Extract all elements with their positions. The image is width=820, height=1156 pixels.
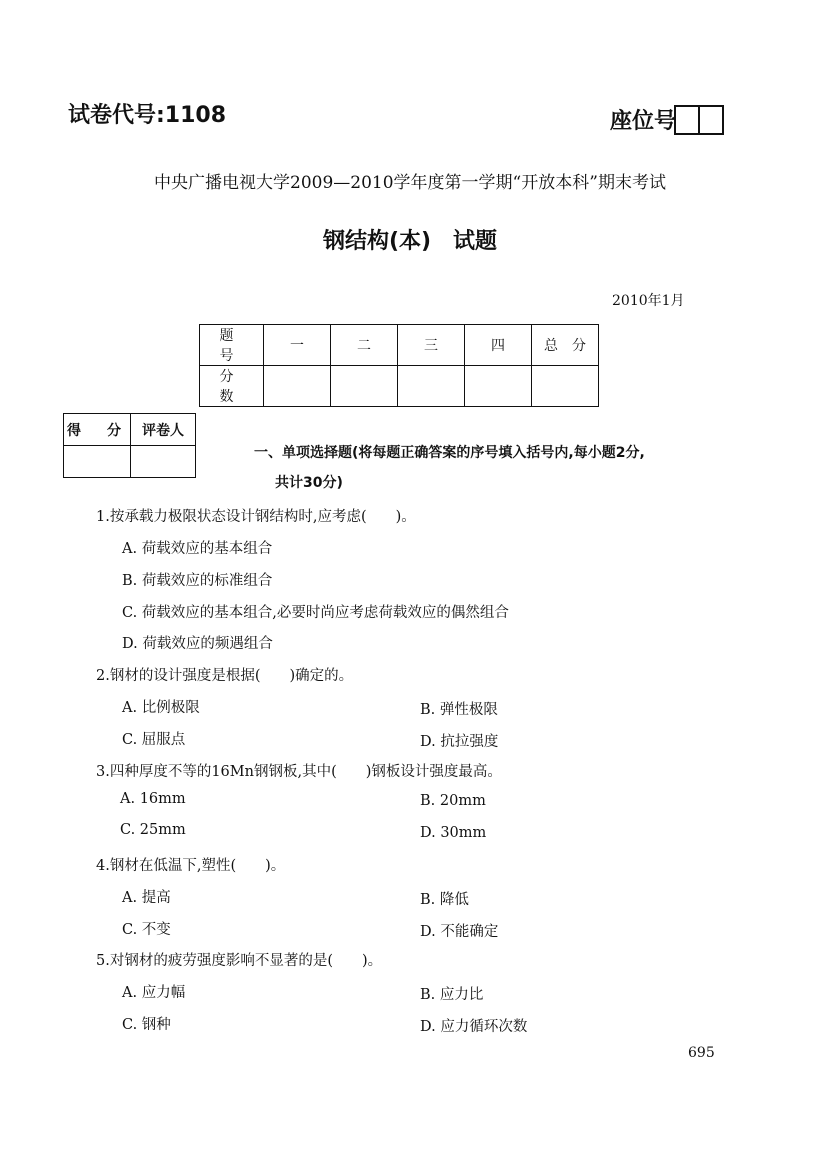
option[interactable]: A. 荷载效应的基本组合	[122, 541, 273, 557]
seat-box-2[interactable]	[698, 105, 724, 135]
score-cell-1[interactable]	[264, 366, 331, 407]
option[interactable]: C. 荷载效应的基本组合,必要时尚应考虑荷载效应的偶然组合	[122, 605, 509, 621]
question-stem: 1.按承载力极限状态设计钢结构时,应考虑( )。	[96, 509, 416, 525]
column-3: 三	[398, 325, 465, 366]
seat-number	[610, 104, 724, 135]
question-stem: 3.四种厚度不等的16Mn钢钢板,其中( )钢板设计强度最高。	[96, 764, 502, 780]
option[interactable]: B. 荷载效应的标准组合	[122, 573, 273, 589]
page-number: 695	[688, 1045, 715, 1061]
column-2: 二	[331, 325, 398, 366]
option[interactable]: C. 钢种	[122, 1017, 171, 1033]
option[interactable]: A. 提高	[122, 890, 171, 906]
option[interactable]: A. 应力幅	[122, 985, 186, 1001]
column-total: 总 分	[532, 325, 599, 366]
section-heading-continued: 共计30分)	[275, 475, 343, 491]
question-number-label: 题 号	[200, 325, 264, 366]
option[interactable]: D. 不能确定	[420, 924, 499, 940]
grader-table	[63, 413, 196, 478]
score-cell-4[interactable]	[465, 366, 532, 407]
column-1: 一	[264, 325, 331, 366]
option[interactable]: B. 降低	[420, 892, 469, 908]
paper-code: 试卷代号:1108	[68, 103, 227, 128]
score-label: 分 数	[200, 366, 264, 407]
column-4: 四	[465, 325, 532, 366]
option[interactable]: A. 16mm	[120, 791, 186, 807]
option[interactable]: B. 应力比	[420, 987, 484, 1003]
question-stem: 5.对钢材的疲劳强度影响不显著的是( )。	[96, 953, 383, 969]
exam-title: 钢结构(本) 试题	[322, 229, 498, 254]
option[interactable]: A. 比例极限	[122, 700, 200, 716]
score-table-header-row	[200, 325, 599, 366]
option[interactable]: D. 荷载效应的频遇组合	[122, 636, 273, 652]
score-cell-2[interactable]	[331, 366, 398, 407]
option[interactable]: C. 屈服点	[122, 732, 186, 748]
option[interactable]: C. 25mm	[120, 822, 186, 838]
question-stem: 4.钢材在低温下,塑性( )。	[96, 858, 286, 874]
seat-box-1[interactable]	[674, 105, 700, 135]
option[interactable]: B. 弹性极限	[420, 702, 498, 718]
score-table-score-row	[200, 366, 599, 407]
grader-score-cell[interactable]	[64, 446, 131, 478]
option[interactable]: C. 不变	[122, 922, 171, 938]
option[interactable]: D. 应力循环次数	[420, 1019, 528, 1035]
option[interactable]: B. 20mm	[420, 793, 486, 809]
score-cell-total[interactable]	[532, 366, 599, 407]
section-heading: 一、单项选择题(将每题正确答案的序号填入括号内,每小题2分,	[254, 445, 645, 461]
question-stem: 2.钢材的设计强度是根据( )确定的。	[96, 668, 354, 684]
seat-label: 座位号	[610, 109, 677, 134]
grader-name-cell[interactable]	[131, 446, 196, 478]
option[interactable]: D. 30mm	[420, 825, 487, 841]
option[interactable]: D. 抗拉强度	[420, 734, 499, 750]
grader-score-label: 得 分	[64, 414, 131, 446]
grader-name-label: 评卷人	[131, 414, 196, 446]
exam-date: 2010年1月	[612, 293, 685, 309]
exam-header-line: 中央广播电视大学2009—2010学年度第一学期“开放本科”期末考试	[154, 173, 666, 193]
score-table	[199, 324, 599, 407]
score-cell-3[interactable]	[398, 366, 465, 407]
